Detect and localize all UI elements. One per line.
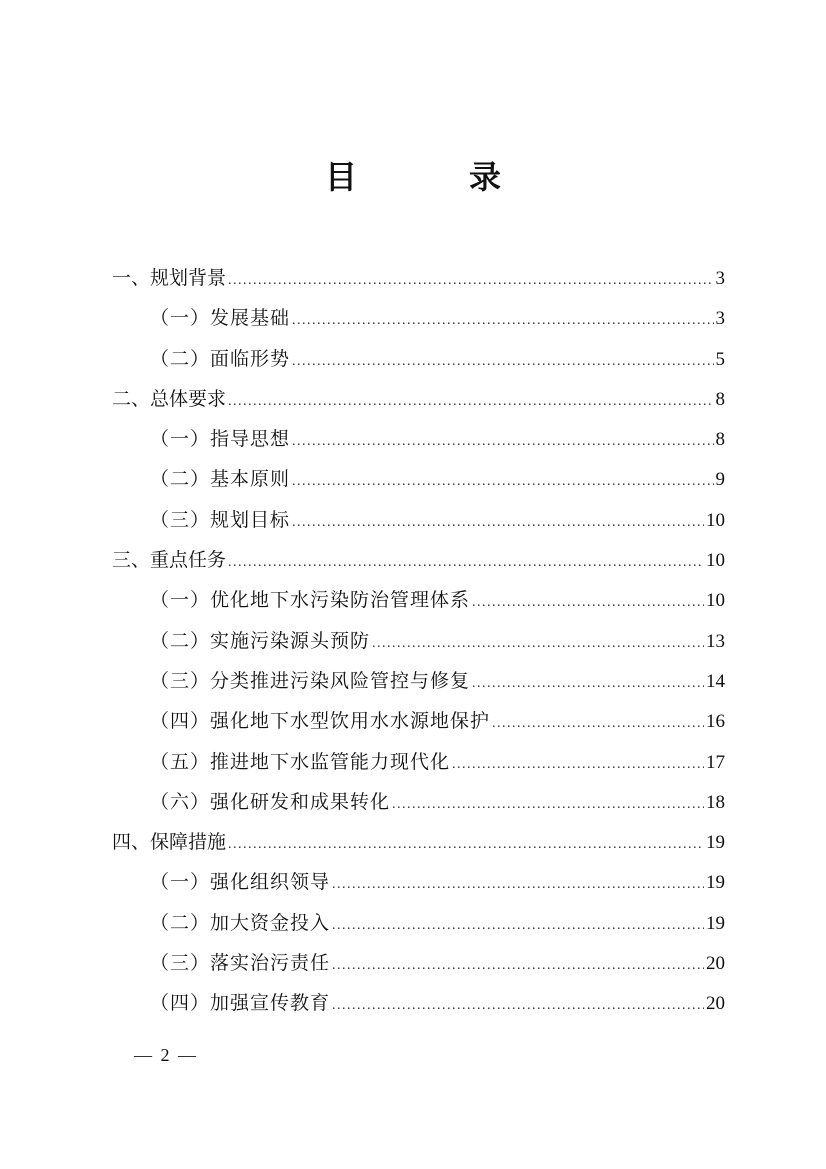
dot-leader — [292, 301, 713, 341]
toc-entry-page-number: 14 — [706, 670, 725, 692]
toc-entry-label: （五）推进地下水监管能力现代化 — [150, 750, 451, 773]
toc-entry-page-number: 20 — [706, 993, 725, 1015]
toc-entry-label: 二、总体要求 — [112, 387, 227, 410]
toc-entry-label: 四、保障措施 — [112, 831, 227, 854]
toc-entry-label: （二）加大资金投入 — [150, 911, 331, 934]
toc-entry-page-number: 3 — [715, 308, 725, 330]
dot-leader — [332, 906, 704, 946]
toc-subsection-entry[interactable] — [112, 621, 725, 661]
dot-leader — [228, 543, 704, 583]
dot-leader — [392, 785, 704, 825]
toc-entry-page-number: 16 — [706, 711, 725, 733]
dot-leader — [292, 422, 713, 462]
dot-leader — [292, 342, 713, 382]
dot-leader — [472, 583, 704, 623]
toc-entry-label: （三）规划目标 — [150, 508, 291, 531]
toc-entry-label: （二）实施污染源头预防 — [150, 629, 371, 652]
toc-subsection-entry[interactable] — [112, 701, 725, 741]
dot-leader — [228, 825, 704, 865]
dot-leader — [492, 704, 704, 744]
toc-entry-label: （二）面临形势 — [150, 347, 291, 370]
page-number: — 2 — — [134, 1045, 198, 1065]
dot-leader — [292, 462, 713, 502]
toc-subsection-entry[interactable] — [112, 459, 725, 499]
table-of-contents — [112, 258, 725, 1024]
dot-leader — [332, 986, 704, 1026]
toc-section-entry[interactable] — [112, 258, 725, 298]
toc-entry-label: （一）优化地下水污染防治管理体系 — [150, 589, 471, 612]
toc-entry-label: 一、规划背景 — [112, 267, 227, 289]
toc-subsection-entry[interactable] — [112, 742, 725, 782]
toc-subsection-entry[interactable] — [112, 580, 725, 620]
toc-section-entry[interactable] — [112, 379, 725, 419]
toc-subsection-entry[interactable] — [112, 500, 725, 540]
toc-entry-label: （一）强化组织领导 — [150, 871, 331, 894]
toc-entry-label: （三）分类推进污染风险管控与修复 — [150, 669, 471, 692]
dot-leader — [292, 503, 704, 543]
toc-subsection-entry[interactable] — [112, 782, 725, 822]
toc-subsection-entry[interactable] — [112, 661, 725, 701]
toc-entry-page-number: 8 — [715, 429, 725, 451]
toc-entry-page-number: 3 — [715, 268, 725, 289]
toc-entry-page-number: 5 — [715, 348, 725, 370]
toc-section-entry[interactable] — [112, 540, 725, 580]
toc-entry-page-number: 19 — [706, 872, 725, 894]
dot-leader — [372, 624, 704, 664]
toc-entry-page-number: 8 — [715, 388, 725, 410]
toc-subsection-entry[interactable] — [112, 419, 725, 459]
toc-entry-label: （六）强化研发和成果转化 — [150, 790, 391, 813]
dot-leader — [332, 946, 704, 986]
toc-subsection-entry[interactable] — [112, 298, 725, 338]
dot-leader — [472, 664, 704, 704]
toc-entry-label: （三）落实治污责任 — [150, 952, 331, 975]
dot-leader — [228, 261, 713, 301]
toc-entry-page-number: 19 — [706, 832, 725, 854]
toc-entry-page-number: 18 — [706, 791, 725, 813]
toc-entry-page-number: 19 — [706, 912, 725, 934]
toc-entry-label: （一）指导思想 — [150, 428, 291, 451]
toc-entry-page-number: 20 — [706, 953, 725, 975]
dot-leader — [332, 865, 704, 905]
dot-leader — [452, 745, 704, 785]
toc-subsection-entry[interactable] — [112, 943, 725, 983]
toc-entry-label: 三、重点任务 — [112, 549, 227, 572]
toc-entry-page-number: 17 — [706, 751, 725, 773]
toc-entry-label: （一）发展基础 — [150, 307, 291, 330]
dot-leader — [228, 382, 713, 422]
toc-subsection-entry[interactable] — [112, 339, 725, 379]
toc-entry-page-number: 10 — [706, 550, 725, 572]
toc-subsection-entry[interactable] — [112, 862, 725, 902]
toc-entry-page-number: 10 — [706, 509, 725, 531]
toc-entry-page-number: 13 — [706, 630, 725, 652]
toc-section-entry[interactable] — [112, 822, 725, 862]
toc-subsection-entry[interactable] — [112, 903, 725, 943]
toc-entry-page-number: 10 — [706, 590, 725, 612]
toc-entry-label: （四）强化地下水型饮用水水源地保护 — [150, 710, 491, 733]
toc-entry-label: （四）加强宣传教育 — [150, 992, 331, 1015]
toc-subsection-entry[interactable] — [112, 983, 725, 1023]
page-title: 目 录 — [324, 158, 541, 196]
toc-entry-page-number: 9 — [715, 469, 725, 491]
toc-entry-label: （二）基本原则 — [150, 468, 291, 491]
